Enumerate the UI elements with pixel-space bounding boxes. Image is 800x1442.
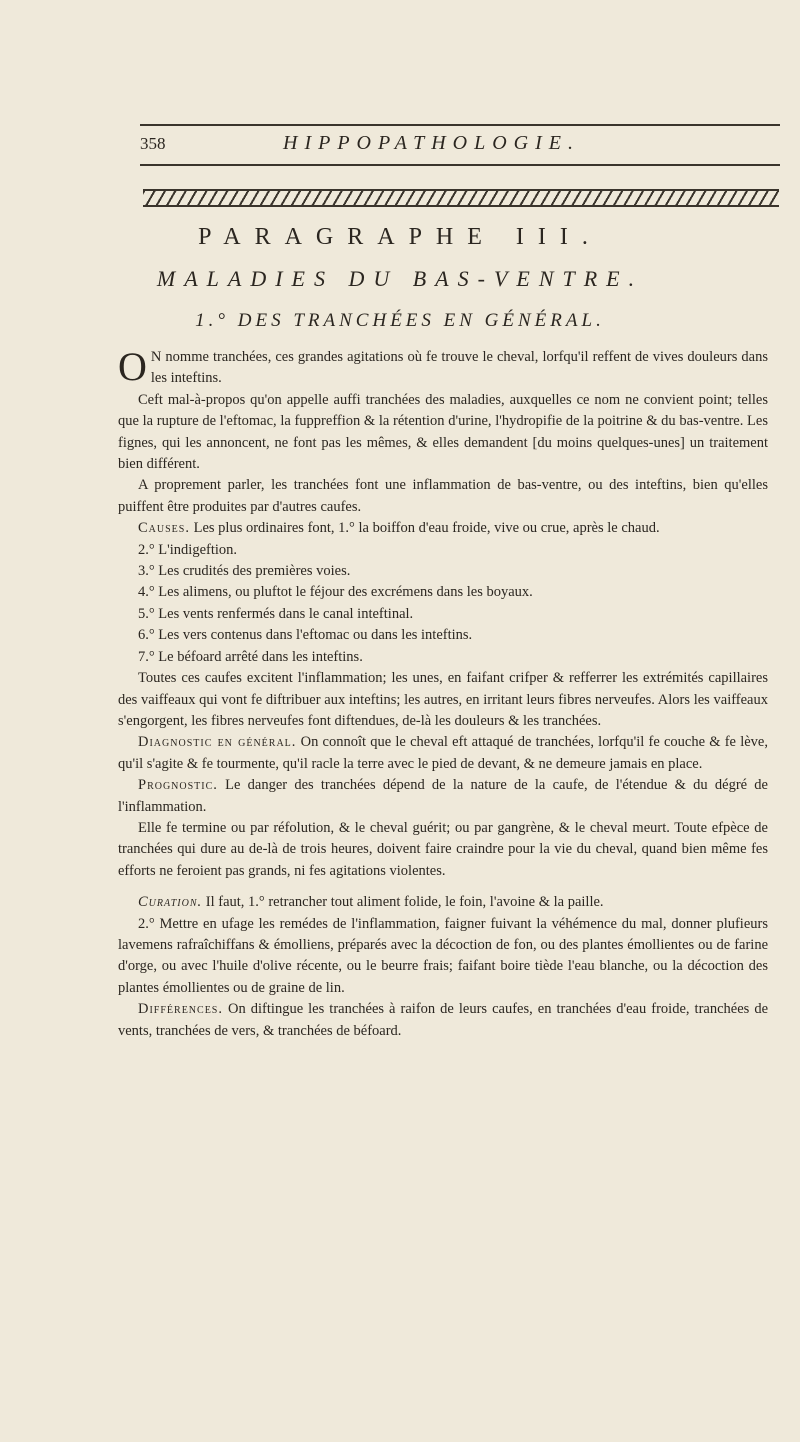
page-header [140,132,780,162]
causes-paragraph [118,518,768,539]
list-item: 4.° Les alimens, ou pluftot le féjour des excrémens dans les boyaux. [138,584,533,601]
ornamental-band [143,189,779,207]
curation-text: Il faut, 1.° retrancher tout aliment folide, le foin, l'avoine & la paille. [202,894,604,911]
diagnostic-text: On connoît que le cheval eft attaqué de tranchées, lorfqu'il fe couche & fe lève, qu'il s'agite & fe tourmente, qu'il racle la terre avec le pied de devant, & ne demeure jamais en place. [118,734,768,772]
intro-text: N nomme tranchées, ces grandes agitations où fe trouve le cheval, lorfqu'il reffent de vives douleurs dans les inteftins. [150,349,768,387]
page-number: 358 [140,134,166,153]
causes-label: Causes. [138,520,190,537]
prognostic-label: Prognostic. [138,777,218,794]
curation-paragraph-2: 2.° Mettre en ufage les remédes de l'inflammation, faigner fuivant la véhémence du mal, donner plufieurs lavemens rafraîchiffans & émolliens, préparés avec la décoction de fon, ou des plantes émollientes ou de farine d'orge, ou avec l'huile d'olive récente, ou le beurre frais; faifant boire tiède l'eau blanche, ou la décoction des plantes émollientes ou de graine de lin. [118,915,768,996]
prognostic-text: Le danger des tranchées dépend de la nature de la caufe, de l'étendue & du dégré de l'inflammation. [118,777,768,815]
top-rule [140,124,780,126]
list-item: 3.° Les crudités des premières voies. [138,563,351,580]
list-item: 5.° Les vents renfermés dans le canal inteftinal. [138,605,414,622]
paragraph: A proprement parler, les tranchées font une inflammation de bas-ventre, ou des inteftins, bien qu'elles puiffent être produites par d'autres caufes. [118,477,768,515]
diagnostic-paragraph [118,732,768,775]
section-title: 1.° DES TRANCHÉES EN GÉNÉRAL. [195,310,605,331]
running-title: HIPPOPATHOLOGIE. [283,132,580,154]
curation-label: Curation. [138,894,203,911]
causes-text: Les plus ordinaires font, 1.° la boiffon d'eau froide, vive ou crue, après le chaud. [189,520,660,537]
curation-paragraph [118,892,768,913]
diagnostic-label: Diagnostic en général. [138,734,297,751]
drop-cap: O [118,344,147,389]
list-item: 7.° Le béfoard arrêté dans les inteftins. [138,648,363,665]
intro-paragraph [118,344,768,390]
causes-list [118,540,768,668]
body-text [118,344,768,1042]
header-rule [140,164,780,166]
chapter-title: MALADIES DU BAS-VENTRE. [156,266,644,291]
list-item: 2.° L'indigeftion. [138,541,238,558]
list-item: 6.° Les vers contenus dans l'eftomac ou dans les inteftins. [138,627,473,644]
differences-text: On diftingue les tranchées à raifon de leurs caufes, en tranchées d'eau froide, tranchées de vents, tranchées de vers, & tranchées de béfoard. [118,1001,768,1039]
prognostic-paragraph-2: Elle fe termine ou par réfolution, & le cheval guérit; ou par gangrène, & le cheval meurt. Toute efpèce de tranchées qui dure au de-là de trois heures, doivent faire craindre pour la vie du cheval, quand bien même fes efforts ne feroient pas grands, ni fes agitations violentes. [118,819,768,879]
prognostic-paragraph [118,775,768,818]
differences-label: Différences. [138,1001,223,1018]
differences-paragraph [118,999,768,1042]
spacer [118,882,768,892]
paragraph-title: PARAGRAPHE III. [198,224,602,250]
causes-summary: Toutes ces caufes excitent l'inflammation; les unes, en faifant crifper & refferrer les extrémités capillaires des vaiffeaux qui vont fe diftribuer aux inteftins; les autres, en irritant leurs fibres nerveufes. Alors les vaiffeaux s'engorgent, les fibres nerveufes font diftendues, de-là les douleurs & les tranchées. [118,670,768,729]
paragraph: Ceft mal-à-propos qu'on appelle auffi tranchées des maladies, auxquelles ce nom ne convient point; telles que la rupture de l'eftomac, la fuppreffion & la rétention d'urine, l'hydropifie de la poitrine & du bas-ventre. Les fignes, qui les annoncent, ne font pas les mêmes, & elles demandent [du moins quelques-unes] un traitement bien différent. [118,391,768,473]
